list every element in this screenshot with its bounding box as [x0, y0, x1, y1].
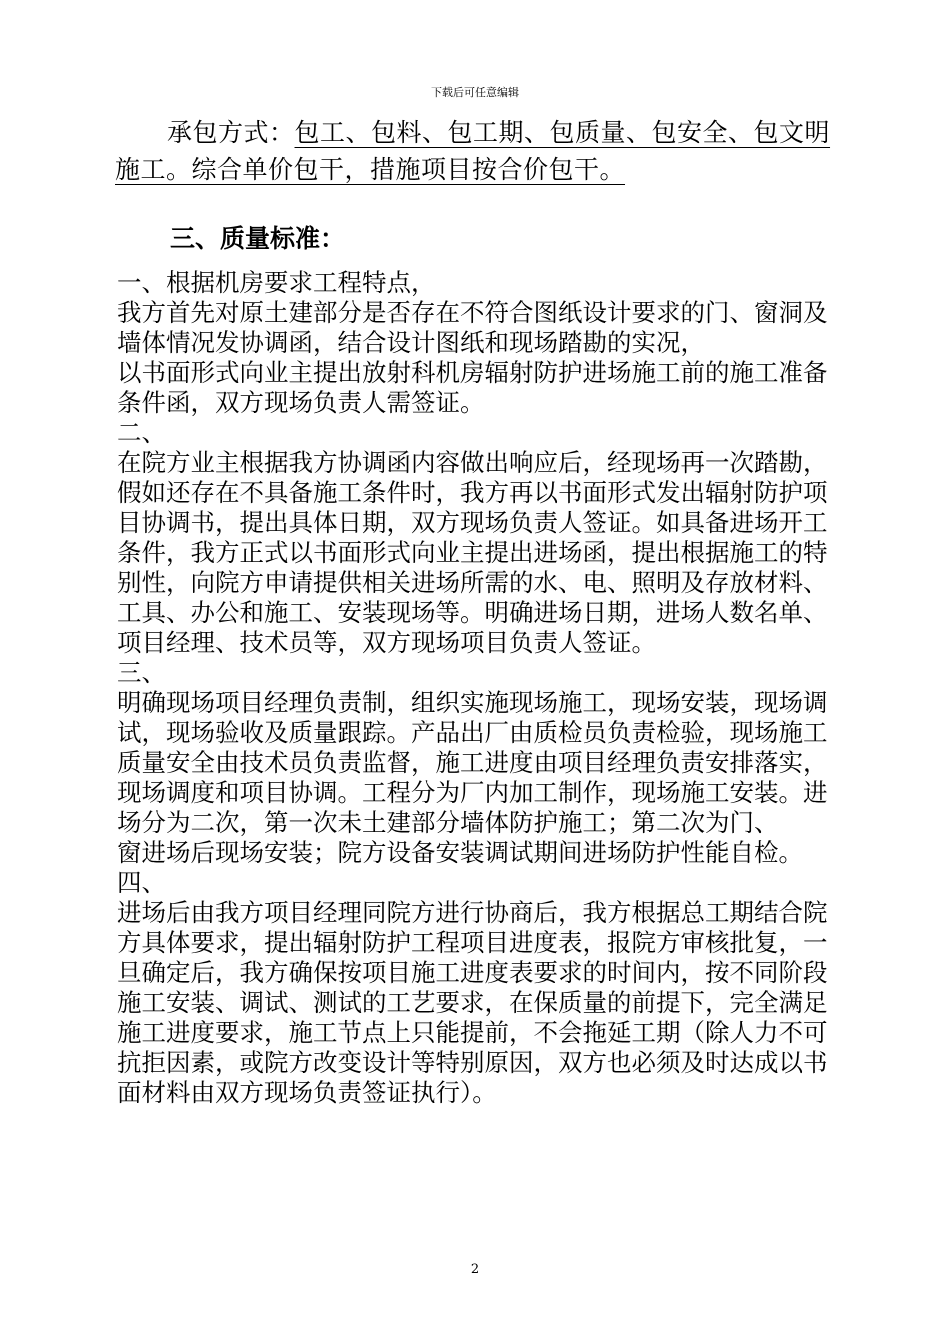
paragraph: 窗进场后现场安装；院方设备安装调试期间进场防护性能自检。: [117, 838, 803, 867]
paragraph: 四、: [117, 868, 166, 897]
body-text: [117, 268, 845, 1108]
page-header: 下载后可任意编辑: [431, 86, 519, 99]
paragraph: 一、根据机房要求工程特点，: [117, 268, 436, 297]
section-title: 三、质量标准：: [170, 224, 346, 253]
paragraph: 以书面形式向业主提出放射科机房辐射防护进场施工前的施工准备条件函，双方现场负责人需签证。: [117, 358, 828, 417]
paragraph: 三、: [117, 658, 166, 687]
paragraph: 明确现场项目经理负责制，组织实施现场施工，现场安装，现场调试，现场验收及质量跟踪。产品出厂由质检员负责检验，现场施工质量安全由技术员负责监督，施工进度由项目经理负责安排落实，现场调度和项目协调。工程分为厂内加工制作，现场施工安装。进场分为二次，第一次未土建部分墙体防护施工；第二次为门、: [117, 688, 828, 837]
paragraph: 在院方业主根据我方协调函内容做出响应后，经现场再一次踏勘，假如还存在不具备施工条件时，我方再以书面形式发出辐射防护项目协调书，提出具体日期，双方现场负责人签证。如具备进场开工条件，我方正式以书面形式向业主提出进场函，提出根据施工的特别性，向院方申请提供相关进场所需的水、电、照明及存放材料、工具、办公和施工、安装现场等。明确进场日期，进场人数名单、项目经理、技术员等，双方现场项目负责人签证。: [117, 448, 828, 657]
paragraph: 进场后由我方项目经理同院方进行协商后，我方根据总工期结合院方具体要求，提出辐射防护工程项目进度表，报院方审核批复，一旦确定后，我方确保按项目施工进度表要求的时间内，按不同阶段施工安装、调试、测试的工艺要求，在保质量的前提下，完全满足施工进度要求，施工节点上只能提前，不会拖延工期（除人力不可抗拒因素，或院方改变设计等特别原因，双方也必须及时达成以书面材料由双方现场负责签证执行）。: [117, 898, 828, 1107]
contract-method: [115, 114, 845, 188]
contract-label: 承包方式：: [167, 118, 295, 147]
page-number: 2: [470, 1262, 480, 1277]
paragraph: 二、: [117, 418, 166, 447]
paragraph: 我方首先对原土建部分是否存在不符合图纸设计要求的门、窗洞及墙体情况发协调函，结合设计图纸和现场踏勘的实况，: [117, 298, 828, 357]
contract-terms: 包工、包料、包工期、包质量、包安全、包文明施工。综合单价包干，措施项目按合价包干。: [115, 118, 831, 184]
